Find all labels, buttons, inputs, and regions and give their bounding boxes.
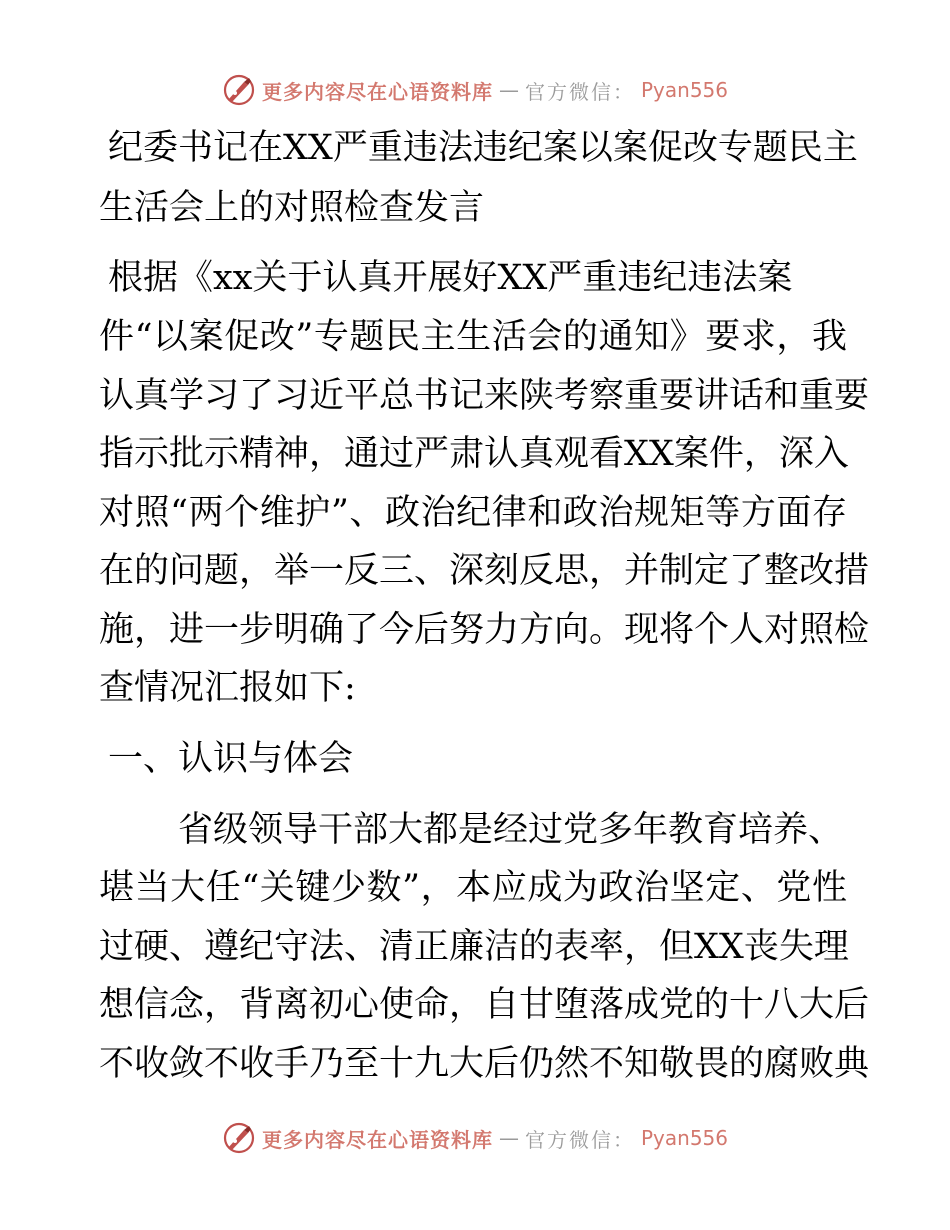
intro-line-2: 件“以案促改”专题民主生活会的通知》要求，我 xyxy=(99,317,847,357)
section1-line-5: 不收敛不收手乃至十九大后仍然不知敬畏的腐败典 xyxy=(99,1044,870,1084)
intro-line-5: 对照“两个维护”、政治纪律和政治规矩等方面存 xyxy=(99,493,847,533)
pen-logo-icon xyxy=(222,73,256,107)
section1-line-2: 堪当大任“关键少数”，本应成为政治坚定、党性 xyxy=(99,868,847,908)
document-title-line-1: 纪委书记在XX严重违法违纪案以案促改专题民主 xyxy=(108,128,858,168)
header-watermark xyxy=(0,70,950,110)
watermark-sub-text: 官方微信： xyxy=(524,1127,635,1152)
footer-watermark xyxy=(0,1118,950,1158)
document-title-line-2: 生活会上的对照检查发言 xyxy=(99,188,485,228)
pen-logo-icon xyxy=(222,1121,256,1155)
watermark-sub-text: 官方微信： xyxy=(524,79,635,104)
watermark-separator: — xyxy=(498,78,519,102)
intro-line-6: 在的问题，举一反三、深刻反思，并制定了整改措 xyxy=(99,551,870,591)
watermark-wechat-id: Pyan556 xyxy=(640,78,728,102)
intro-line-4: 指示批示精神，通过严肃认真观看XX案件，深入 xyxy=(99,434,849,474)
watermark-wechat-id: Pyan556 xyxy=(640,1126,728,1150)
section1-line-3: 过硬、遵纪守法、清正廉洁的表率，但XX丧失理 xyxy=(99,927,849,967)
watermark-main-text: 更多内容尽在心语资料库 xyxy=(261,1127,493,1152)
watermark-separator: — xyxy=(498,1126,519,1150)
section1-line-4: 想信念，背离初心使命，自甘堕落成党的十八大后 xyxy=(99,985,870,1025)
section-heading-1: 一、认识与体会 xyxy=(108,739,354,779)
section1-line-1: 省级领导干部大都是经过党多年教育培养、 xyxy=(178,810,844,850)
intro-line-1: 根据《xx关于认真开展好XX严重违纪违法案 xyxy=(108,258,793,298)
intro-line-3: 认真学习了习近平总书记来陕考察重要讲话和重要 xyxy=(99,376,870,416)
intro-line-7: 施，进一步明确了今后努力方向。现将个人对照检 xyxy=(99,610,870,650)
intro-line-8: 查情况汇报如下: xyxy=(99,668,356,708)
watermark-main-text: 更多内容尽在心语资料库 xyxy=(261,79,493,104)
